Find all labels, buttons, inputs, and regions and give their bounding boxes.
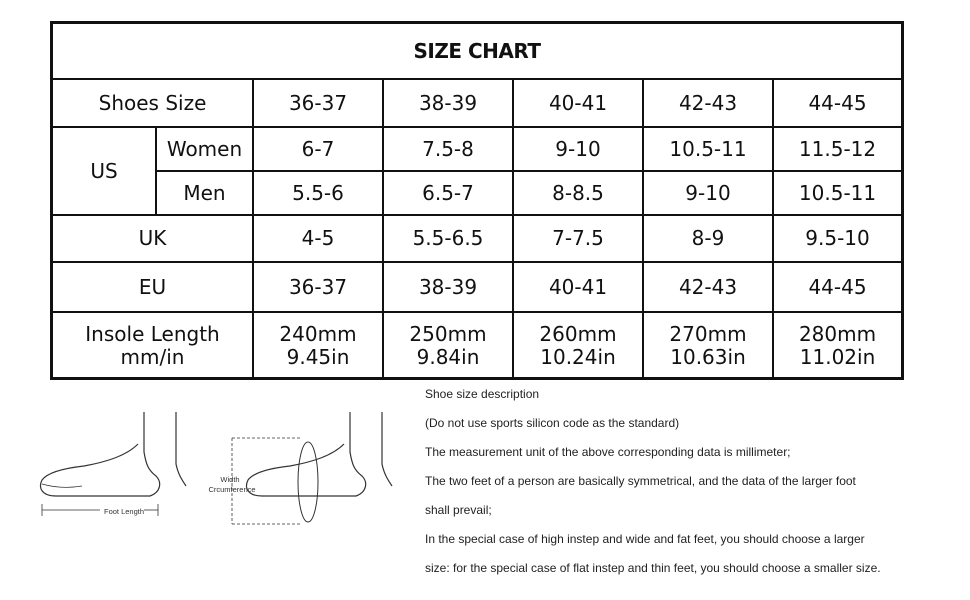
insole-mm: 270mm — [669, 321, 747, 346]
description-line: The measurement unit of the above corresponding data is millimeter; — [425, 445, 791, 459]
eu-label: EU — [53, 262, 253, 312]
us-men-cell: 6.5-7 — [383, 171, 513, 215]
uk-label: UK — [53, 215, 253, 262]
us-women-cell: 10.5-11 — [643, 127, 773, 171]
uk-cell: 8-9 — [643, 215, 773, 262]
insole-cell — [253, 312, 383, 378]
size-cell: 40-41 — [513, 79, 643, 127]
insole-cell — [773, 312, 901, 378]
eu-cell: 40-41 — [513, 262, 643, 312]
us-women-cell: 7.5-8 — [383, 127, 513, 171]
us-women-cell: 6-7 — [253, 127, 383, 171]
insole-cell — [383, 312, 513, 378]
insole-in: 9.45in — [286, 344, 350, 369]
insole-in: 10.63in — [670, 344, 746, 369]
size-cell: 42-43 — [643, 79, 773, 127]
eu-cell: 42-43 — [643, 262, 773, 312]
us-men-cell: 8-8.5 — [513, 171, 643, 215]
insole-cell — [513, 312, 643, 378]
uk-cell: 4-5 — [253, 215, 383, 262]
us-men-cell: 10.5-11 — [773, 171, 901, 215]
foot-length-diagram — [41, 412, 186, 516]
foot-length-label: Foot Length — [103, 507, 145, 516]
size-chart-table — [50, 21, 904, 380]
insole-in: 9.84in — [416, 344, 480, 369]
shoes-size-label: Shoes Size — [53, 79, 253, 127]
shoe-size-description — [425, 384, 945, 587]
width-label-line2: Crcumference — [208, 485, 256, 494]
width-circumference-diagram — [232, 412, 392, 524]
width-label-line1: Width — [220, 475, 240, 484]
insole-label-line1: Insole Length — [85, 321, 220, 346]
insole-length-label — [53, 312, 253, 378]
insole-cell — [643, 312, 773, 378]
us-label: US — [53, 127, 156, 215]
insole-mm: 260mm — [539, 321, 617, 346]
size-cell: 44-45 — [773, 79, 901, 127]
us-men-label: Men — [156, 171, 253, 215]
foot-measurement-illustration — [36, 404, 416, 534]
size-cell: 38-39 — [383, 79, 513, 127]
uk-cell: 7-7.5 — [513, 215, 643, 262]
insole-mm: 280mm — [798, 321, 877, 346]
insole-in: 11.02in — [799, 344, 876, 369]
insole-label-line2: mm/in — [120, 344, 185, 369]
eu-cell: 38-39 — [383, 262, 513, 312]
uk-cell: 9.5-10 — [773, 215, 901, 262]
description-line: Shoe size description — [425, 387, 540, 401]
us-men-cell: 5.5-6 — [253, 171, 383, 215]
description-line: (Do not use sports silicon code as the standard) — [425, 416, 680, 430]
chart-title: SIZE CHART — [53, 24, 901, 79]
description-line: The two feet of a person are basically symmetrical, and the data of the larger foot — [425, 474, 856, 488]
uk-cell: 5.5-6.5 — [383, 215, 513, 262]
insole-mm: 250mm — [409, 321, 487, 346]
description-line: In the special case of high instep and wide and fat feet, you should choose a larger — [425, 532, 865, 546]
us-women-label: Women — [156, 127, 253, 171]
insole-mm: 240mm — [279, 321, 357, 346]
description-line: shall prevail; — [425, 503, 492, 517]
us-women-cell: 11.5-12 — [773, 127, 901, 171]
insole-in: 10.24in — [540, 344, 616, 369]
size-cell: 36-37 — [253, 79, 383, 127]
eu-cell: 44-45 — [773, 262, 901, 312]
us-men-cell: 9-10 — [643, 171, 773, 215]
eu-cell: 36-37 — [253, 262, 383, 312]
description-line: size: for the special case of flat instep and thin feet, you should choose a smaller size. — [425, 561, 881, 575]
us-women-cell: 9-10 — [513, 127, 643, 171]
